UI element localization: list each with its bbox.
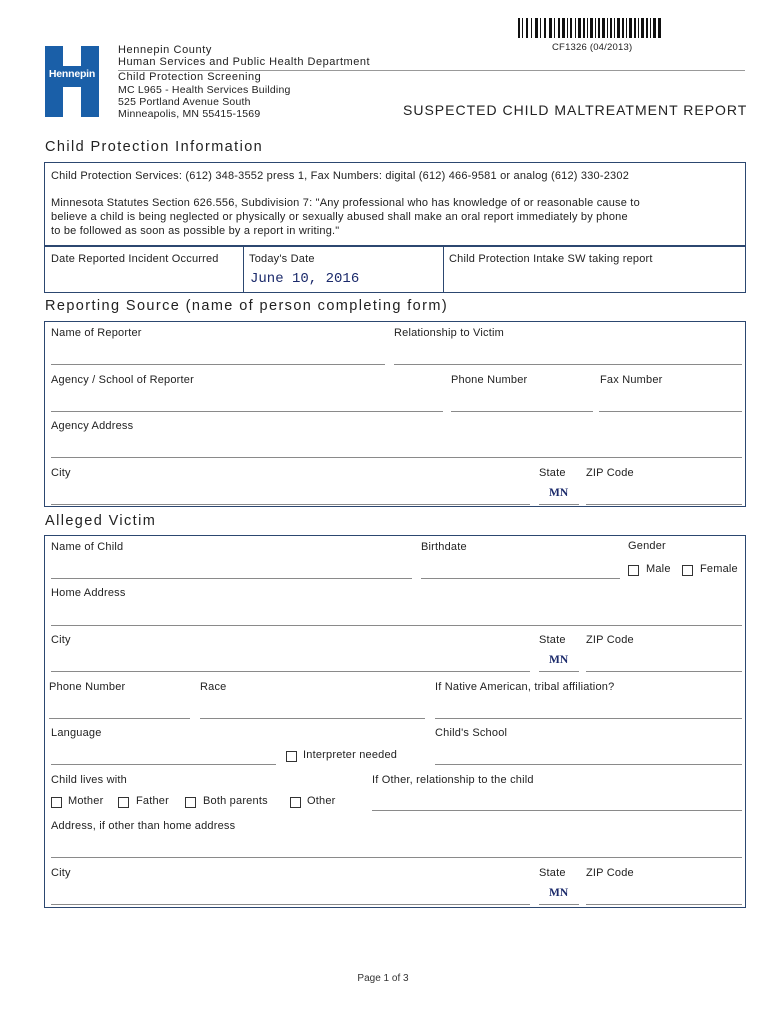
gender-label: Gender — [628, 540, 666, 552]
relationship-label: Relationship to Victim — [394, 327, 504, 339]
alt-city-field[interactable] — [51, 904, 530, 905]
home-address-field[interactable] — [51, 625, 742, 626]
alt-city-label: City — [51, 867, 71, 879]
intake-sw-field[interactable] — [447, 268, 743, 290]
statute-line-1: Minnesota Statutes Section 626.556, Subdivision 7: "Any professional who has knowledge of or reasonable cause to — [51, 197, 640, 209]
child-state-field[interactable]: MN — [549, 654, 569, 666]
birthdate-field[interactable] — [421, 578, 620, 579]
agency-city-state-zip: Minneapolis, MN 55415-1569 — [118, 108, 261, 120]
todays-date-field[interactable]: June 10, 2016 — [250, 271, 360, 287]
reporter-phone-label: Phone Number — [451, 374, 528, 386]
reporter-agency-field[interactable] — [51, 411, 443, 412]
todays-date-label: Today's Date — [249, 253, 315, 265]
reporter-state-underline — [539, 504, 579, 505]
reporter-state-field[interactable]: MN — [549, 487, 569, 499]
section-title-reporting-source: Reporting Source (name of person completing form) — [45, 298, 449, 314]
tribal-field[interactable] — [435, 718, 742, 719]
male-checkbox[interactable] — [628, 565, 639, 576]
reporter-fax-field[interactable] — [599, 411, 742, 412]
alt-address-label: Address, if other than home address — [51, 820, 236, 832]
cp-services-line: Child Protection Services: (612) 348-3552 press 1, Fax Numbers: digital (612) 466-9581 or analog (612) 330-2302 — [51, 170, 630, 182]
tribal-label: If Native American, tribal affiliation? — [435, 681, 615, 693]
section-title-alleged-victim: Alleged Victim — [45, 513, 157, 529]
child-city-label: City — [51, 634, 71, 646]
reporter-fax-label: Fax Number — [600, 374, 663, 386]
reporter-name-label: Name of Reporter — [51, 327, 142, 339]
alt-state-underline — [539, 904, 579, 905]
alt-state-field[interactable]: MN — [549, 887, 569, 899]
child-state-label: State — [539, 634, 566, 646]
child-zip-label: ZIP Code — [586, 634, 634, 646]
male-label: Male — [646, 563, 671, 575]
report-title: SUSPECTED CHILD MALTREATMENT REPORT — [403, 102, 748, 118]
agency-department: Human Services and Public Health Department — [118, 56, 371, 68]
alt-state-label: State — [539, 867, 566, 879]
reporter-city-label: City — [51, 467, 71, 479]
form-code: CF1326 (04/2013) — [552, 42, 633, 53]
school-label: Child's School — [435, 727, 508, 739]
reporter-address-label: Agency Address — [51, 420, 134, 432]
other-checkbox[interactable] — [290, 797, 301, 808]
section-title-cp-info: Child Protection Information — [45, 139, 264, 155]
race-field[interactable] — [200, 718, 425, 719]
other-relationship-field[interactable] — [372, 810, 742, 811]
agency-street: 525 Portland Avenue South — [118, 96, 251, 108]
interpreter-label: Interpreter needed — [303, 749, 398, 761]
cp-info-vsep-2 — [443, 245, 444, 293]
reporter-name-field[interactable] — [51, 364, 385, 365]
cp-info-vsep-1 — [243, 245, 244, 293]
statute-line-2: believe a child is being neglected or physically or sexually abused shall make an oral report immediately by phone — [51, 211, 628, 223]
alleged-victim-box — [44, 535, 746, 908]
father-checkbox[interactable] — [118, 797, 129, 808]
child-name-label: Name of Child — [51, 541, 124, 553]
reporter-agency-label: Agency / School of Reporter — [51, 374, 194, 386]
reporter-city-field[interactable] — [51, 504, 530, 505]
statute-line-3: to be followed as soon as possible by a report in writing." — [51, 225, 340, 237]
reporting-source-box — [44, 321, 746, 507]
interpreter-checkbox[interactable] — [286, 751, 297, 762]
child-phone-label: Phone Number — [49, 681, 126, 693]
both-parents-label: Both parents — [203, 795, 268, 807]
reporter-state-label: State — [539, 467, 566, 479]
child-zip-field[interactable] — [586, 671, 742, 672]
birthdate-label: Birthdate — [421, 541, 467, 553]
agency-mail-code: MC L965 - Health Services Building — [118, 84, 291, 96]
date-incident-label: Date Reported Incident Occurred — [51, 253, 219, 265]
mother-checkbox[interactable] — [51, 797, 62, 808]
reporter-phone-field[interactable] — [451, 411, 593, 412]
relationship-field[interactable] — [394, 364, 742, 365]
race-label: Race — [200, 681, 227, 693]
logo-wordmark: Hennepin — [48, 68, 96, 80]
agency-county: Hennepin County — [118, 44, 213, 56]
both-parents-checkbox[interactable] — [185, 797, 196, 808]
female-checkbox[interactable] — [682, 565, 693, 576]
reporter-address-field[interactable] — [51, 457, 742, 458]
cp-info-divider — [44, 245, 746, 247]
reporter-zip-label: ZIP Code — [586, 467, 634, 479]
reporter-zip-field[interactable] — [586, 504, 742, 505]
child-phone-field[interactable] — [49, 718, 190, 719]
page-number: Page 1 of 3 — [357, 973, 409, 984]
hennepin-logo — [45, 46, 99, 117]
language-label: Language — [51, 727, 102, 739]
school-field[interactable] — [435, 764, 742, 765]
other-label: Other — [307, 795, 336, 807]
alt-address-field[interactable] — [51, 857, 742, 858]
home-address-label: Home Address — [51, 587, 126, 599]
intake-sw-label: Child Protection Intake SW taking report — [449, 253, 653, 265]
father-label: Father — [136, 795, 169, 807]
agency-unit: Child Protection Screening — [118, 71, 262, 83]
female-label: Female — [700, 563, 738, 575]
alt-zip-label: ZIP Code — [586, 867, 634, 879]
language-field[interactable] — [51, 764, 276, 765]
other-relationship-label: If Other, relationship to the child — [372, 774, 534, 786]
mother-label: Mother — [68, 795, 104, 807]
barcode — [518, 18, 661, 38]
child-state-underline — [539, 671, 579, 672]
child-name-field[interactable] — [51, 578, 412, 579]
child-city-field[interactable] — [51, 671, 530, 672]
lives-with-label: Child lives with — [51, 774, 127, 786]
alt-zip-field[interactable] — [586, 904, 742, 905]
date-incident-field[interactable] — [48, 268, 240, 290]
